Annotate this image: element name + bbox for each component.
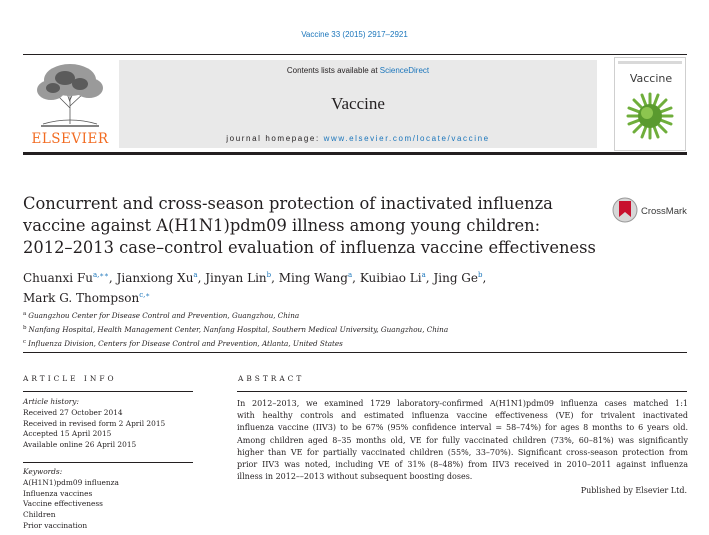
- header-top-rule: [23, 54, 687, 55]
- section-divider: [23, 352, 687, 353]
- article-history: [23, 397, 193, 451]
- abstract-line: Among children aged 8–35 months old, VE for fully vaccinated children (73%, 60–81%) was significantly: [237, 435, 688, 445]
- sciencedirect-link[interactable]: ScienceDirect: [379, 66, 430, 75]
- author-affiliation-marker[interactable]: b: [478, 271, 483, 279]
- history-item: Accepted 15 April 2015: [23, 429, 112, 439]
- author-separator: ,: [482, 271, 487, 285]
- author-entry: [360, 271, 434, 285]
- keyword-item[interactable]: Vaccine effectiveness: [23, 499, 103, 509]
- affiliation-key: a: [23, 311, 27, 317]
- author-separator: ,: [425, 271, 434, 285]
- author-name[interactable]: Jing Ge: [433, 271, 478, 285]
- article-title-line: vaccine against A(H1N1)pdm09 illness among young children:: [23, 216, 541, 235]
- author-affiliation-marker[interactable]: a,∗∗: [93, 271, 109, 279]
- article-title-line: Concurrent and cross-season protection of inactivated influenza: [23, 194, 553, 213]
- article-info-rule: [23, 391, 193, 392]
- author-name[interactable]: Jianxiong Xu: [116, 271, 194, 285]
- journal-cover-thumbnail[interactable]: [614, 57, 686, 151]
- history-item: Received 27 October 2014: [23, 407, 123, 417]
- abstract-line: illness in 2012––2013 without subsequent boosting doses.: [237, 472, 473, 482]
- author-affiliation-marker[interactable]: b: [266, 271, 272, 279]
- elsevier-logo[interactable]: [23, 58, 117, 150]
- abstract-line: influenza vaccine (IIV3) to be 67% (95% confidence interval = 58–74%) for ages 8 months to 6 years old.: [237, 423, 688, 433]
- author-name[interactable]: Mark G. Thompson: [23, 291, 140, 305]
- journal-banner: [119, 60, 597, 148]
- abstract-line: prior IIV3 was noted, including VE of 31% (8–48%) from IIV3 received in 2010–2011 against influenza: [237, 460, 688, 470]
- author-entry: [117, 271, 206, 285]
- published-by: Published by Elsevier Ltd.: [580, 486, 687, 495]
- history-label: Article history:: [23, 397, 79, 406]
- journal-title[interactable]: Vaccine: [331, 94, 385, 113]
- author-separator: ,: [352, 271, 360, 285]
- keyword-item[interactable]: Influenza vaccines: [23, 488, 93, 498]
- author-entry: [23, 291, 150, 305]
- keyword-item[interactable]: Children: [23, 510, 56, 520]
- abstract-body: [237, 398, 688, 483]
- affiliation-list: [23, 308, 683, 350]
- affiliation-key: c: [23, 339, 27, 345]
- crossmark-button[interactable]: [612, 197, 690, 223]
- author-line-1: [23, 267, 663, 287]
- keywords-label: Keywords:: [23, 467, 63, 476]
- crossmark-icon: [613, 198, 637, 222]
- vaccine-cover-icon: [615, 58, 685, 150]
- history-item: Available online 26 April 2015: [23, 440, 137, 450]
- cover-title: Vaccine: [629, 72, 673, 85]
- author-affiliation-marker[interactable]: c,∗: [139, 291, 151, 299]
- author-name[interactable]: Kuibiao Li: [359, 271, 422, 285]
- author-affiliation-marker[interactable]: a: [193, 271, 198, 279]
- author-list: [23, 267, 663, 307]
- author-separator: ,: [108, 271, 117, 285]
- author-affiliation-marker[interactable]: a: [421, 271, 426, 279]
- elsevier-tree-icon: [23, 58, 117, 150]
- article-info-heading: ARTICLE INFO: [23, 374, 117, 383]
- contents-prefix: Contents lists available at: [286, 66, 380, 75]
- abstract-rule: [237, 391, 687, 392]
- author-separator: ,: [197, 271, 206, 285]
- keywords-list: [23, 467, 193, 532]
- affiliation-item: [23, 322, 683, 336]
- author-name[interactable]: Ming Wang: [278, 271, 348, 285]
- affiliation-text: Nanfang Hospital, Health Management Center, Nanfang Hospital, Southern Medical University, Guangzhou, China: [28, 325, 449, 334]
- author-affiliation-marker[interactable]: a: [347, 271, 353, 279]
- author-entry: [279, 271, 360, 285]
- author-name[interactable]: Chuanxi Fu: [23, 271, 93, 285]
- contents-line: [119, 66, 597, 75]
- article-title: [23, 193, 603, 259]
- author-entry: [205, 271, 279, 285]
- author-entry: [433, 271, 486, 285]
- keyword-item[interactable]: A(H1N1)pdm09 influenza: [23, 477, 119, 487]
- journal-citation[interactable]: Vaccine 33 (2015) 2917–2921: [301, 30, 408, 39]
- author-entry: [23, 271, 117, 285]
- homepage-prefix: journal homepage:: [226, 134, 324, 143]
- keyword-item[interactable]: Prior vaccination: [23, 520, 88, 530]
- author-line-2: [23, 287, 663, 307]
- elsevier-wordmark: ELSEVIER: [31, 131, 109, 147]
- history-item: Received in revised form 2 April 2015: [23, 418, 166, 428]
- affiliation-text: Influenza Division, Centers for Disease Control and Prevention, Atlanta, United States: [28, 339, 343, 348]
- author-name[interactable]: Jinyan Lin: [205, 271, 267, 285]
- abstract-line: In 2012–2013, we examined 1729 laboratory-confirmed A(H1N1)pdm09 influenza cases matched 1:1: [237, 399, 688, 408]
- abstract-line: higher than VE for partially vaccinated children (55%, 33–70%). Significant cross-season protection from: [237, 447, 688, 457]
- affiliation-text: Guangzhou Center for Disease Control and Prevention, Guangzhou, China: [28, 311, 300, 320]
- keywords-rule: [23, 462, 193, 463]
- abstract-line: with healthy controls and estimated influenza vaccine effectiveness (VE) for trivalent inactivated: [237, 411, 688, 421]
- affiliation-item: [23, 336, 683, 350]
- crossmark-label: CrossMark: [641, 206, 687, 217]
- affiliation-item: [23, 308, 683, 322]
- article-title-line: 2012–2013 case–control evaluation of influenza vaccine effectiveness: [23, 238, 596, 257]
- journal-homepage-line: [119, 134, 597, 143]
- header-bottom-rule: [23, 152, 687, 155]
- author-separator: ,: [271, 271, 279, 285]
- journal-homepage-link[interactable]: www.elsevier.com/locate/vaccine: [323, 134, 490, 143]
- affiliation-key: b: [23, 325, 27, 331]
- abstract-heading: ABSTRACT: [238, 374, 305, 383]
